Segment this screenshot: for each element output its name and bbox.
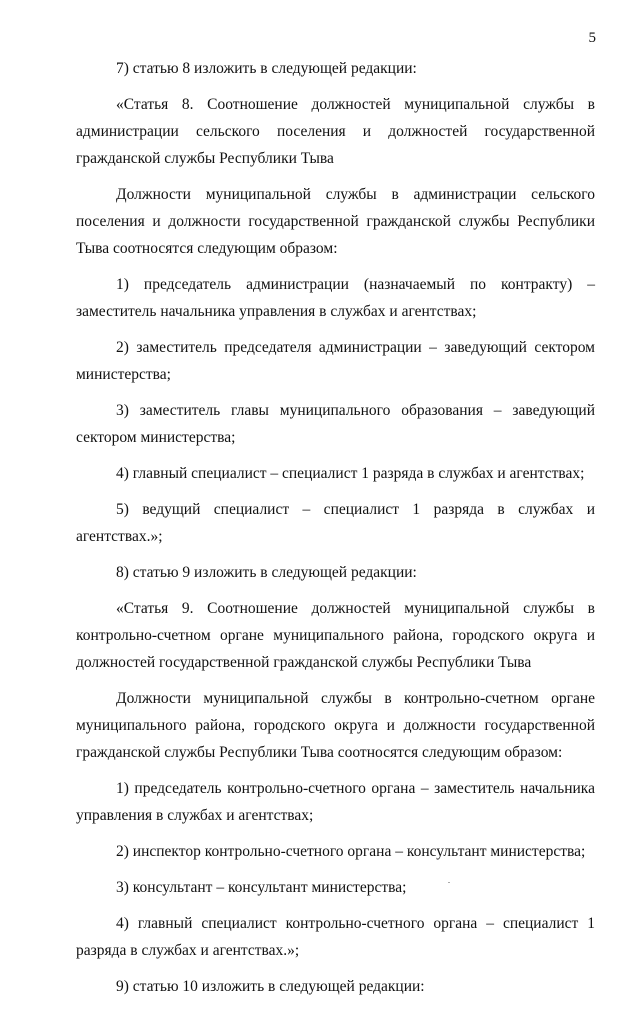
- amendment-item-9: 9) статью 10 изложить в следующей редакции:: [116, 978, 425, 995]
- article-8-item-3: 3) заместитель главы муниципального образования – заведующий сектором министерства;: [76, 402, 595, 446]
- article-8-heading: «Статья 8. Соотношение должностей муниципальной службы в администрации сельского поселения и должностей государственной гражданской службы Республики Тыва: [76, 96, 595, 167]
- scan-speck: [448, 882, 450, 883]
- amendment-item-8: 8) статью 9 изложить в следующей редакции:: [116, 564, 417, 581]
- article-8-intro: Должности муниципальной службы в администрации сельского поселения и должности государственной гражданской службы Республики Тыва соотносятся следующим образом:: [76, 186, 595, 257]
- article-8-item-1: 1) председатель администрации (назначаемый по контракту) – заместитель начальника управления в службах и агентствах;: [76, 276, 595, 320]
- article-9-heading: «Статья 9. Соотношение должностей муниципальной службы в контрольно-счетном органе муниципального района, городского округа и должностей государственной гражданской службы Республики Тыва: [76, 600, 595, 671]
- page-number: 5: [588, 30, 596, 46]
- article-9-item-2: 2) инспектор контрольно-счетного органа – консультант министерства;: [116, 843, 586, 860]
- article-8-item-5: 5) ведущий специалист – специалист 1 разряда в службах и агентствах.»;: [76, 501, 595, 545]
- article-9-item-4: 4) главный специалист контрольно-счетного органа – специалист 1 разряда в службах и агентствах.»;: [76, 915, 595, 959]
- article-9-intro: Должности муниципальной службы в контрольно-счетном органе муниципального района, городского округа и должности государственной гражданской службы Республики Тыва соотносятся следующим образом:: [76, 690, 595, 761]
- amendment-item-7: 7) статью 8 изложить в следующей редакции:: [116, 60, 417, 77]
- article-8-item-2: 2) заместитель председателя администрации – заведующий сектором министерства;: [76, 339, 595, 383]
- article-9-item-3: 3) консультант – консультант министерства;: [116, 879, 407, 896]
- article-9-item-1: 1) председатель контрольно-счетного органа – заместитель начальника управления в службах и агентствах;: [76, 780, 595, 824]
- article-8-item-4: 4) главный специалист – специалист 1 разряда в службах и агентствах;: [116, 465, 585, 482]
- document-body: [76, 55, 595, 1009]
